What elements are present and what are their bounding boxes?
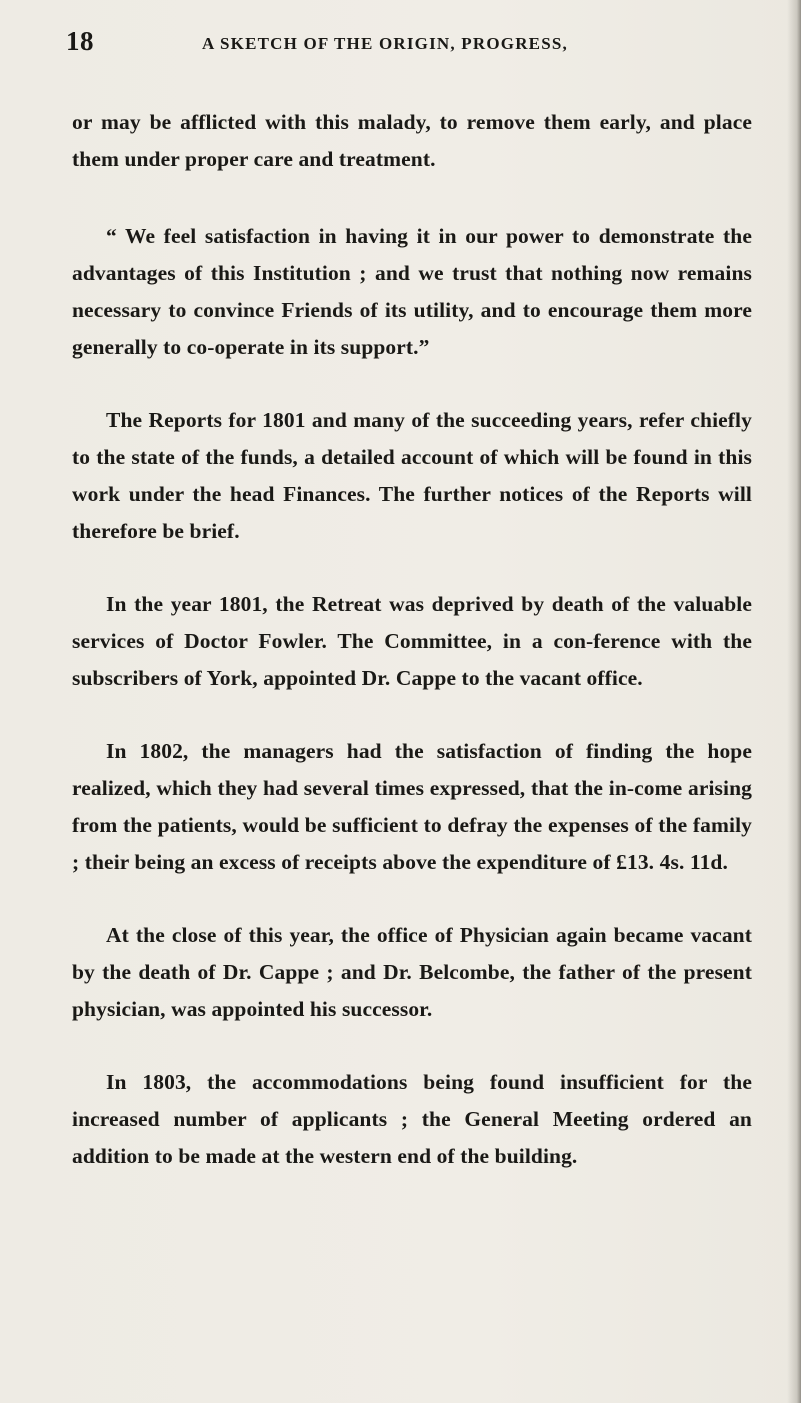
paragraph-physician-vacancy: At the close of this year, the office of Physician again became vacant by the death of Dr. Cappe ; and Dr. Belcombe, the father of the present physician, was appointed his successor. xyxy=(72,923,752,1021)
running-head xyxy=(66,26,706,66)
page-number: 18 xyxy=(66,26,94,56)
page-edge-shadow xyxy=(787,0,801,1403)
running-title: A SKETCH OF THE ORIGIN, PROGRESS, xyxy=(202,34,568,53)
paragraph-reports-1801: The Reports for 1801 and many of the succeeding years, refer chiefly to the state of the funds, a detailed account of which will be found in this work under the head Finances. The further notices of the Reports will therefore be brief. xyxy=(72,408,752,543)
paragraph-year-1802: In 1802, the managers had the satisfaction of finding the hope realized, which they had several times expressed, that the in-come arising from the patients, would be sufficient to defray the expenses of the family ; their being an excess of receipts above the expenditure of £13. 4s. 11d. xyxy=(72,739,752,874)
paragraph-year-1803: In 1803, the accommodations being found insufficient for the increased number of applicants ; the General Meeting ordered an addition to be made at the western end of the building. xyxy=(72,1070,752,1168)
paragraph-quotation: “ We feel satisfaction in having it in our power to demonstrate the advantages of this Institution ; and we trust that nothing now remains necessary to convince Friends of its utility, and to encourage them more generally to co-operate in its support.” xyxy=(72,224,752,359)
paragraph-continuation: or may be afflicted with this malady, to remove them early, and place them under proper care and treatment. xyxy=(72,110,752,171)
paragraph-year-1801: In the year 1801, the Retreat was deprived by death of the valuable services of Doctor Fowler. The Committee, in a con-ference with the subscribers of York, appointed Dr. Cappe to the vacant office. xyxy=(72,592,752,690)
body-text xyxy=(72,104,752,1211)
